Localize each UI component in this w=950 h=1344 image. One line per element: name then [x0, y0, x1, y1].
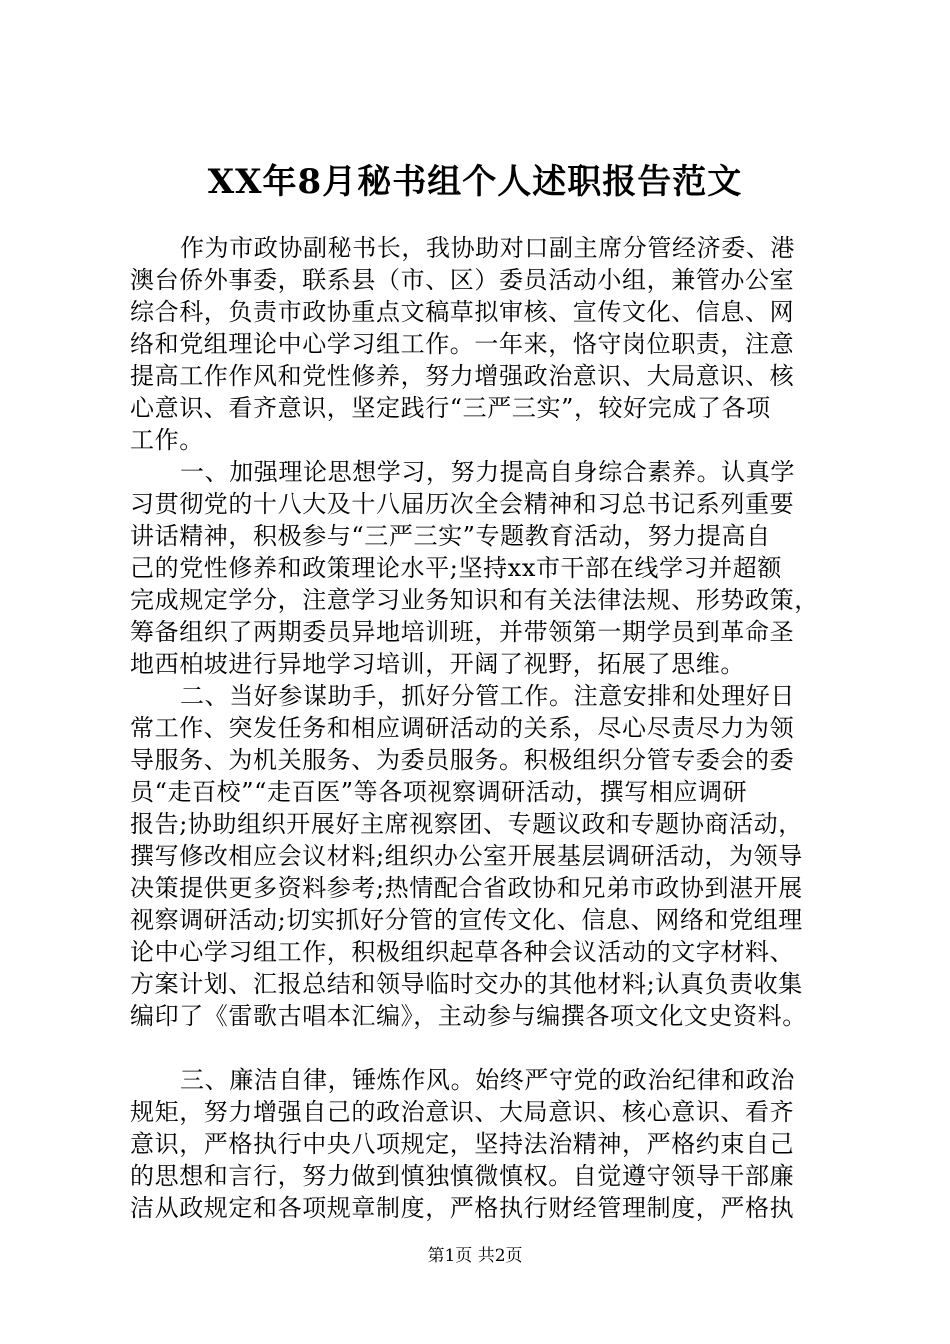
- paragraph-line: 方案计划、汇报总结和领导临时交办的其他材料;认真负责收集: [130, 970, 803, 998]
- paragraph-line: 综合科，负责市政协重点文稿草拟审核、宣传文化、信息、网: [130, 298, 795, 326]
- paragraph-line: 完成规定学分，注意学习业务知识和有关法律法规、形势政策，: [130, 586, 819, 614]
- paragraph-line: 作为市政协副秘书长，我协助对口副主席分管经济委、港: [180, 234, 795, 262]
- paragraph-line: 澳台侨外事委，联系县（市、区）委员活动小组，兼管办公室: [130, 266, 795, 294]
- paragraph-line: 视察调研活动;切实抓好分管的宣传文化、信息、网络和党组理: [130, 906, 803, 934]
- page-footer: 第1页 共2页: [427, 1246, 523, 1266]
- paragraph-line: 地西柏坡进行异地学习培训，开阔了视野，拓展了思维。: [130, 650, 745, 678]
- paragraph-line: 己的党性修养和政策理论水平;坚持xx市干部在线学习并超额: [130, 554, 782, 582]
- paragraph-line: 习贯彻党的十八大及十八届历次全会精神和习总书记系列重要: [130, 490, 795, 518]
- paragraph-line: 规矩，努力增强自己的政治意识、大局意识、核心意识、看齐: [130, 1098, 795, 1126]
- paragraph-line: 三、廉洁自律，锤炼作风。始终严守党的政治纪律和政治: [180, 1066, 795, 1094]
- paragraph-line: 决策提供更多资料参考;热情配合省政协和兄弟市政协到湛开展: [130, 874, 803, 902]
- paragraph-line: 工作。: [130, 426, 204, 454]
- paragraph-line: 编印了《雷歌古唱本汇编》，主动参与编撰各项文化文史资料。: [130, 1002, 807, 1030]
- paragraph-line: 心意识、看齐意识，坚定践行“三严三实”，较好完成了各项: [130, 394, 771, 422]
- paragraph-line: 洁从政规定和各项规章制度，严格执行财经管理制度，严格执: [130, 1194, 795, 1222]
- document-body: [130, 232, 860, 1224]
- paragraph-line: 导服务、为机关服务、为委员服务。积极组织分管专委会的委: [130, 746, 795, 774]
- paragraph-line: 撰写修改相应会议材料;组织办公室开展基层调研活动，为领导: [130, 842, 803, 870]
- paragraph-line: 二、当好参谋助手，抓好分管工作。注意安排和处理好日: [180, 682, 795, 710]
- paragraph-line: 一、加强理论思想学习，努力提高自身综合素养。认真学: [180, 458, 795, 486]
- paragraph-line: 讲话精神，积极参与“三严三实”专题教育活动，努力提高自: [130, 522, 771, 550]
- paragraph-line: 提高工作作风和党性修养，努力增强政治意识、大局意识、核: [130, 362, 795, 390]
- paragraph-line: 络和党组理论中心学习组工作。一年来，恪守岗位职责，注意: [130, 330, 795, 358]
- paragraph-line: 的思想和言行，努力做到慎独慎微慎权。自觉遵守领导干部廉: [130, 1162, 795, 1190]
- paragraph-line: 筹备组织了两期委员异地培训班，并带领第一期学员到革命圣: [130, 618, 795, 646]
- blank-line: [130, 1032, 860, 1064]
- paragraph-line: 常工作、突发任务和相应调研活动的关系，尽心尽责尽力为领: [130, 714, 795, 742]
- paragraph-line: 报告;协助组织开展好主席视察团、专题议政和专题协商活动，: [130, 810, 803, 838]
- paragraph-line: 论中心学习组工作，积极组织起草各种会议活动的文字材料、: [130, 938, 795, 966]
- paragraph-line: 意识，严格执行中央八项规定，坚持法治精神，严格约束自己: [130, 1130, 795, 1158]
- paragraph-line: 员“走百校”“走百医”等各项视察调研活动，撰写相应调研: [130, 778, 748, 806]
- page-title: XX年8月秘书组个人述职报告范文: [207, 162, 743, 202]
